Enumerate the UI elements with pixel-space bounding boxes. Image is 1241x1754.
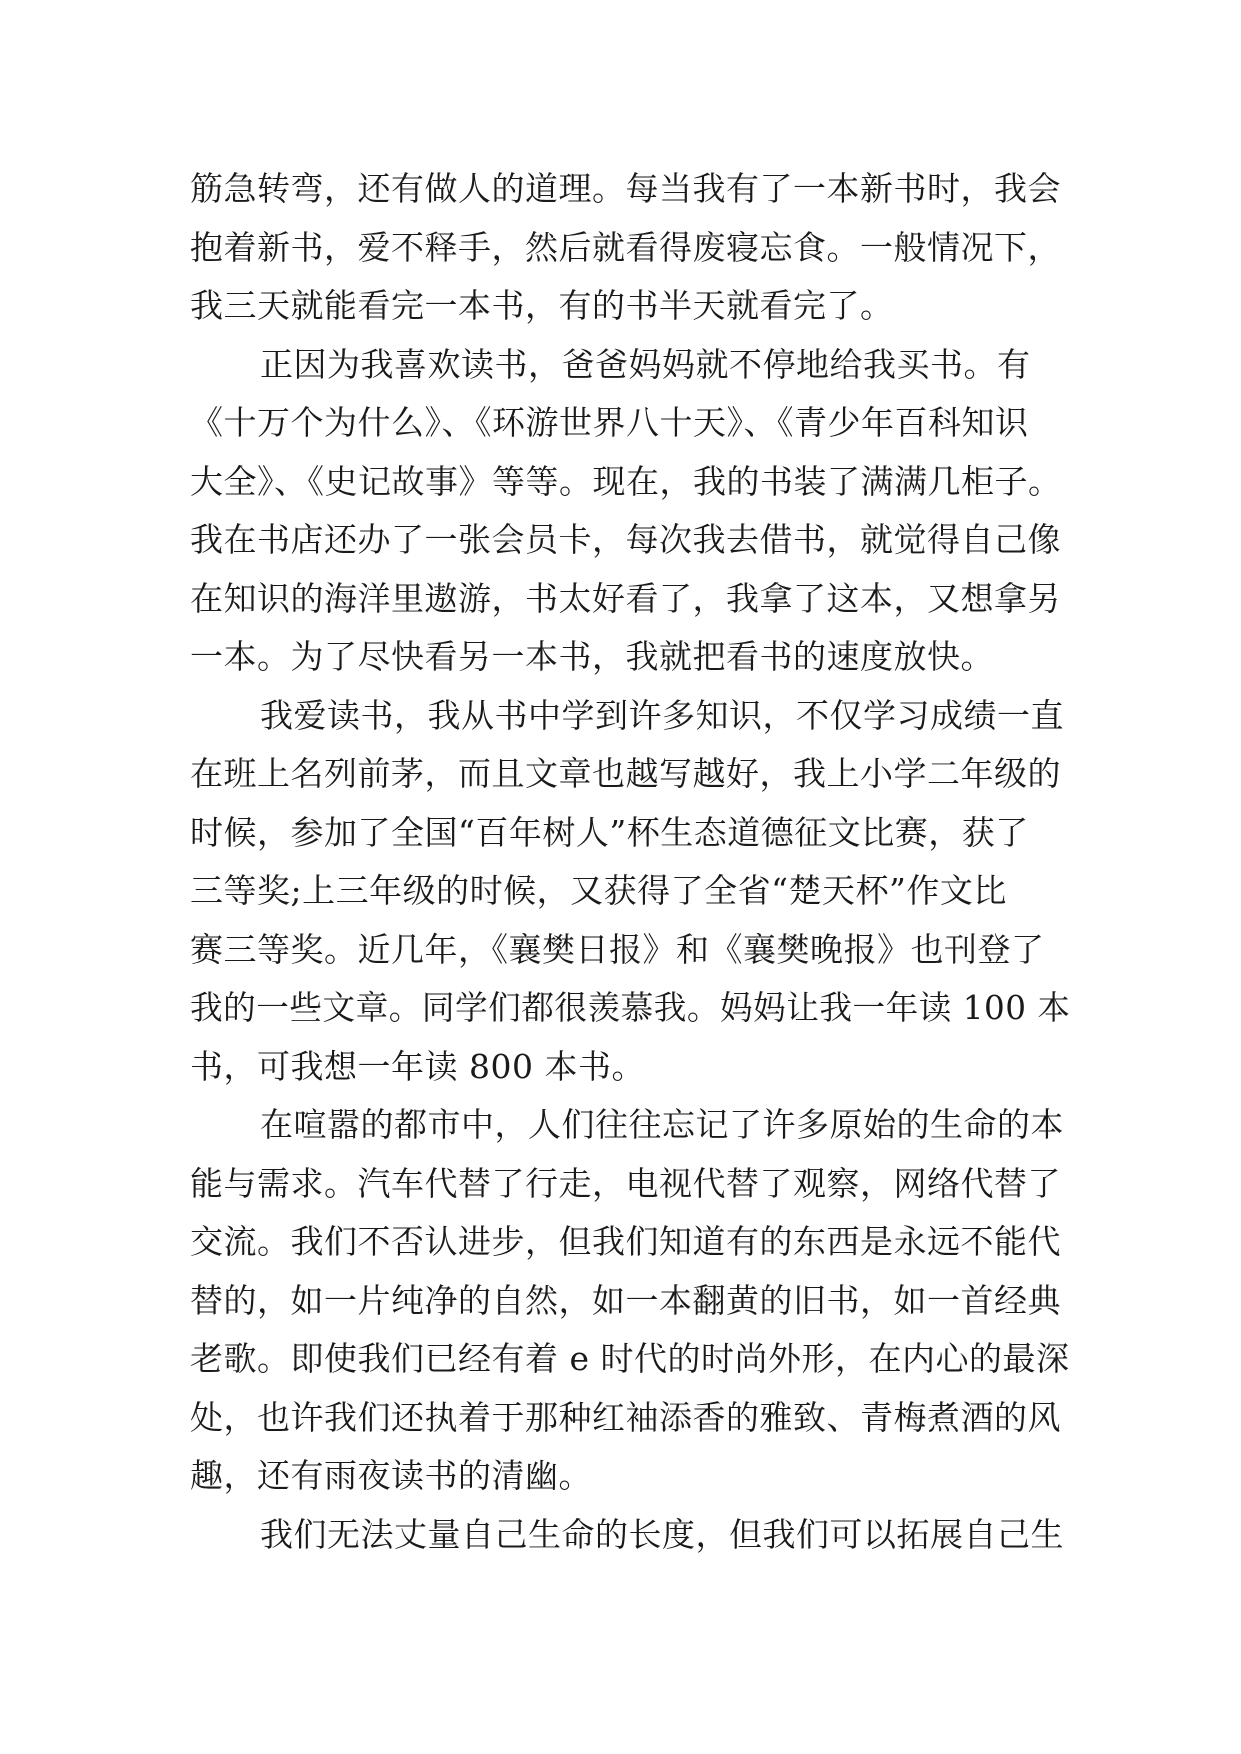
body-text — [190, 160, 1070, 1564]
text-line: 《十万个为什么》、《环游世界八十天》、《青少年百科知识 — [190, 403, 1029, 442]
text-line: 筋急转弯，还有做人的道理。每当我有了一本新书时，我会 — [190, 169, 1061, 208]
text-line: 老歌。即使我们已经有着 e 时代的时尚外形，在内心的最深 — [190, 1339, 1070, 1378]
text-line: 处，也许我们还执着于那种红袖添香的雅致、青梅煮酒的风 — [190, 1397, 1061, 1437]
text-line: 时候，参加了全国“百年树人”杯生态道德征文比赛，获了 — [190, 812, 1029, 852]
text-line: 交流。我们不否认进步，但我们知道有的东西是永远不能代 — [190, 1222, 1061, 1261]
text-line: 三等奖;上三年级的时候，又获得了全省“楚天杯”作文比 — [190, 871, 1007, 910]
text-line: 在班上名列前茅，而且文章也越写越好，我上小学二年级的 — [190, 754, 1061, 793]
paragraph-first-line: 我爱读书，我从书中学到许多知识，不仅学习成绩一直 — [260, 695, 1064, 735]
text-line: 我在书店还办了一张会员卡，每次我去借书，就觉得自己像 — [190, 520, 1061, 559]
paragraph-first-line: 我们无法丈量自己生命的长度，但我们可以拓展自己生 — [260, 1514, 1064, 1554]
text-line: 抱着新书，爱不释手，然后就看得废寝忘食。一般情况下， — [190, 227, 1061, 267]
text-line: 大全》、《史记故事》等等。现在，我的书装了满满几柜子。 — [190, 461, 1062, 501]
text-line: 一本。为了尽快看另一本书，我就把看书的速度放快。 — [190, 637, 994, 676]
text-line: 我的一些文章。同学们都很羡慕我。妈妈让我一年读 100 本 — [190, 988, 1071, 1027]
paragraph-first-line: 正因为我喜欢读书，爸爸妈妈就不停地给我买书。有 — [260, 344, 1031, 384]
text-line: 赛三等奖。近几年，《襄樊日报》和《襄樊晚报》也刊登了 — [190, 929, 1045, 969]
text-line: 替的，如一片纯净的自然，如一本翻黄的旧书，如一首经典 — [190, 1280, 1061, 1320]
paragraph-first-line: 在喧嚣的都市中，人们往往忘记了许多原始的生命的本 — [260, 1105, 1064, 1144]
text-line: 趣，还有雨夜读书的清幽。 — [190, 1456, 592, 1495]
text-line: 在知识的海洋里遨游，书太好看了，我拿了这本，又想拿另 — [190, 578, 1061, 618]
text-line: 我三天就能看完一本书，有的书半天就看完了。 — [190, 286, 894, 325]
text-line: 能与需求。汽车代替了行走，电视代替了观察，网络代替了 — [190, 1163, 1061, 1203]
text-line: 书，可我想一年读 800 本书。 — [190, 1046, 645, 1086]
